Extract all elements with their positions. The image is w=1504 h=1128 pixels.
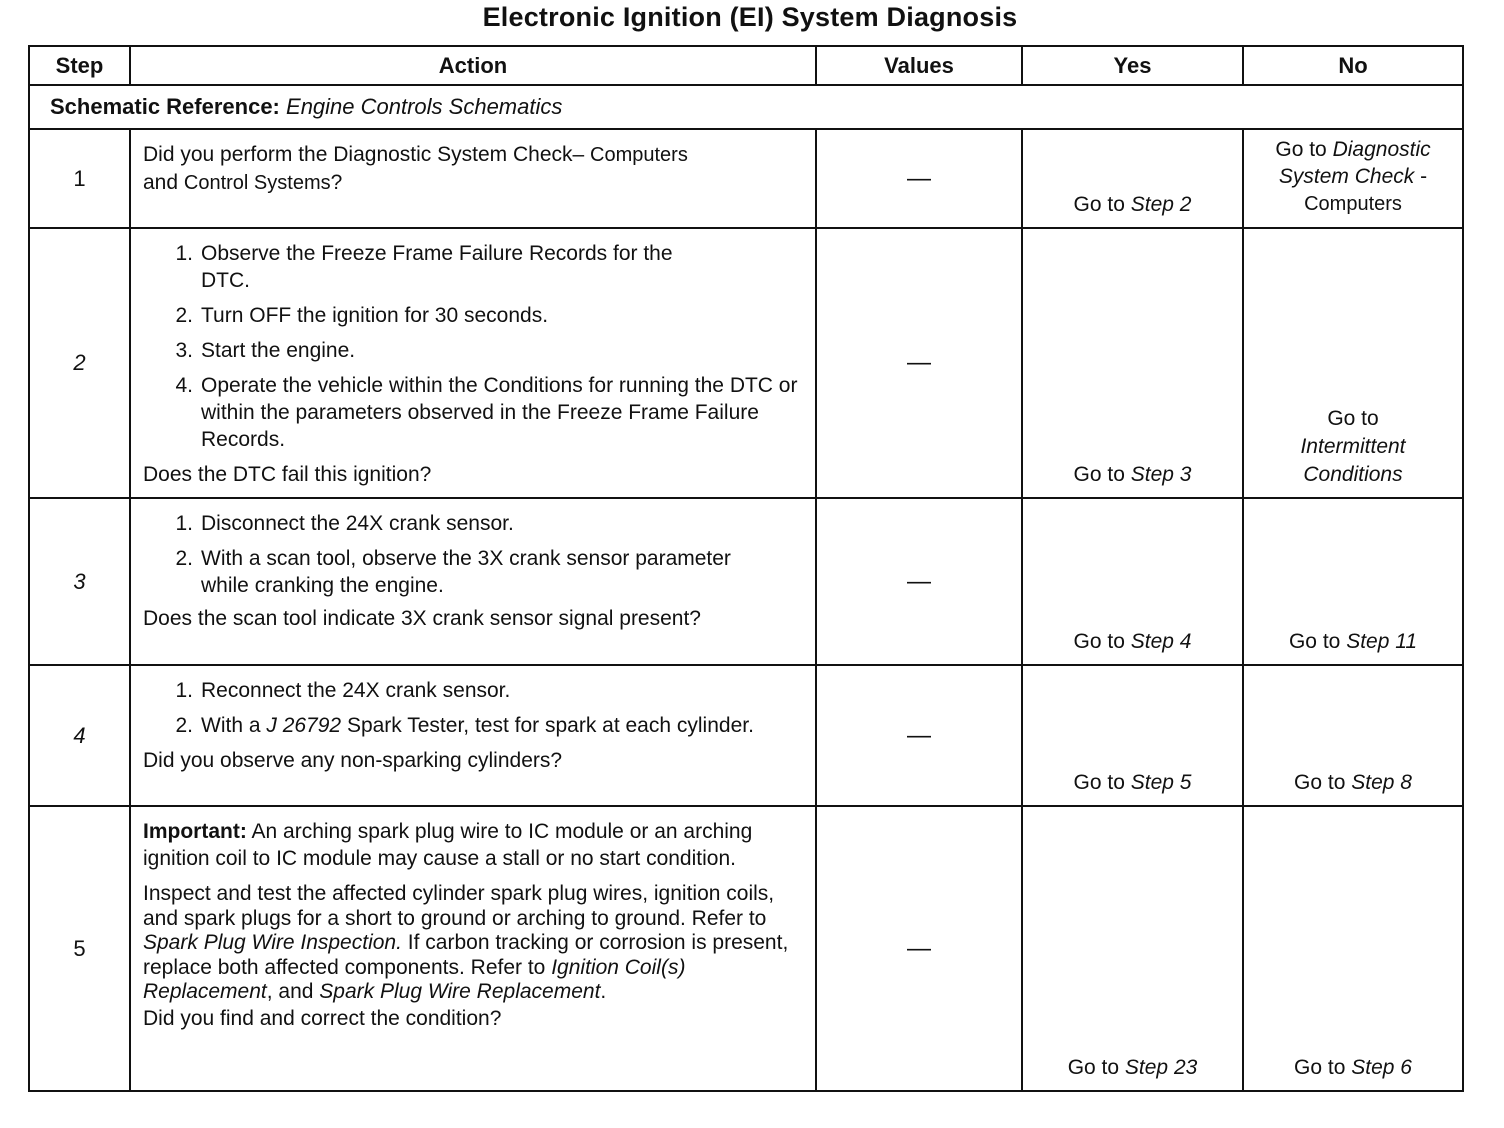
action-cell [130, 665, 816, 806]
action-cell [130, 498, 816, 665]
no-cell[interactable]: Go to Step 11 [1243, 498, 1463, 665]
list-item: 4. Operate the vehicle within the Conditions for running the DTC or within the parameters observed in the Freeze Frame Failure Records. [175, 374, 798, 451]
no-cell[interactable]: Go to Step 6 [1243, 806, 1463, 1091]
yes-cell[interactable]: Go to Step 3 [1022, 228, 1243, 498]
question-text: Does the scan tool indicate 3X crank sensor signal present? [143, 607, 701, 630]
value-cell: — [816, 806, 1022, 1091]
step-number: 3 [29, 498, 130, 665]
schematic-reference [29, 85, 1463, 129]
ref-link[interactable]: Ignition Coil(s) Replacement [143, 955, 686, 1003]
table-row [29, 228, 1463, 498]
header-values: Values [816, 46, 1022, 85]
list-item: 1. Observe the Freeze Frame Failure Records for the DTC. [175, 242, 673, 292]
schematic-row [29, 85, 1463, 129]
action-list [143, 510, 801, 599]
ref-link[interactable]: Spark Plug Wire Inspection. [143, 931, 402, 954]
table-row [29, 665, 1463, 806]
list-item: 1. Reconnect the 24X crank sensor. [175, 679, 511, 702]
no-cell[interactable]: Go to Step 8 [1243, 665, 1463, 806]
list-item: 2. With a scan tool, observe the 3X crank sensor parameter while cranking the engine. [175, 547, 731, 597]
schematic-label: Schematic Reference: [50, 94, 280, 119]
action-text: Inspect and test the affected cylinder spark plug wires, ignition coils, and spark plugs for a short to ground or arching to ground. Refer to Spark Plug Wire Inspection. If carbon tracking or corrosion is present, replace both affected components. Refer to Ignition Coil(s) Replacement, and Spark Plug Wire Replacement. [143, 882, 789, 1003]
action-list [143, 677, 801, 739]
header-action: Action [130, 46, 816, 85]
value-cell: — [816, 129, 1022, 228]
page-title: Electronic Ignition (EI) System Diagnosis [482, 2, 1018, 32]
action-text: Did you perform the Diagnostic System Check– Computers and Control Systems? [143, 143, 688, 194]
list-item: 2. With a J 26792 Spark Tester, test for spark at each cylinder. [175, 714, 754, 737]
yes-cell[interactable]: Go to Step 23 [1022, 806, 1243, 1091]
list-item: 1. Disconnect the 24X crank sensor. [175, 512, 514, 535]
step-number: 5 [29, 806, 130, 1091]
question-text: Did you observe any non-sparking cylinders? [143, 749, 563, 772]
schematic-link[interactable]: Engine Controls Schematics [286, 94, 563, 119]
step-number: 2 [29, 228, 130, 498]
table-row [29, 498, 1463, 665]
table-row [29, 129, 1463, 228]
question-text: Did you find and correct the condition? [143, 1006, 502, 1030]
yes-cell[interactable]: Go to Step 2 [1022, 129, 1243, 228]
ref-link[interactable]: Spark Plug Wire Replacement [319, 980, 601, 1003]
header-yes: Yes [1022, 46, 1243, 85]
header-no: No [1243, 46, 1463, 85]
table-row [29, 806, 1463, 1091]
no-cell[interactable]: Go to Intermittent Conditions [1243, 228, 1463, 498]
value-cell: — [816, 498, 1022, 665]
step-number: 1 [29, 129, 130, 228]
list-item: 2. Turn OFF the ignition for 30 seconds. [175, 304, 549, 327]
step-number: 4 [29, 665, 130, 806]
list-item: 3. Start the engine. [175, 339, 356, 362]
header-row [29, 46, 1463, 85]
diagnosis-table [28, 45, 1464, 1092]
important-note: Important: An arching spark plug wire to IC module or an arching ignition coil to IC module may cause a stall or no start condition. [143, 820, 753, 870]
value-cell: — [816, 228, 1022, 498]
header-step: Step [29, 46, 130, 85]
yes-cell[interactable]: Go to Step 4 [1022, 498, 1243, 665]
action-list [143, 240, 801, 453]
value-cell: — [816, 665, 1022, 806]
action-cell [130, 129, 816, 228]
question-text: Does the DTC fail this ignition? [143, 463, 432, 486]
action-cell [130, 228, 816, 498]
action-cell [130, 806, 816, 1091]
yes-cell[interactable]: Go to Step 5 [1022, 665, 1243, 806]
no-cell[interactable]: Go to Diagnostic System Check - Computers [1243, 129, 1463, 228]
